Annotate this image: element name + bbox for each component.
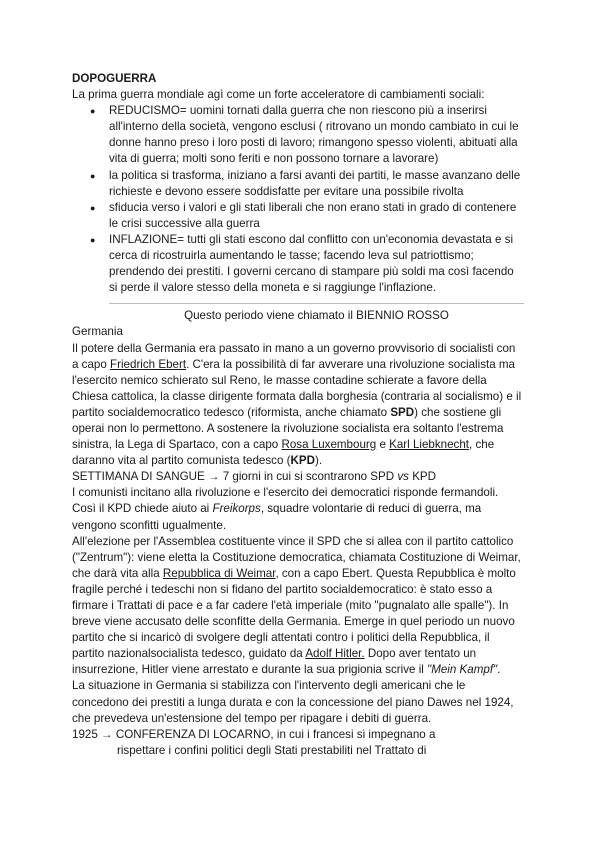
horizontal-divider xyxy=(109,303,524,304)
link-rosa-luxembourg[interactable]: Rosa Luxembourg xyxy=(281,438,377,452)
link-friedrich-ebert[interactable]: Friedrich Ebert xyxy=(110,357,187,371)
paragraph-locarno-continued: rispettare i confini politici degli Stati prestabiliti nel Trattato di xyxy=(117,743,427,757)
biennio-rosso-line: Questo periodo viene chiamato il BIENNIO ROSSO xyxy=(184,309,449,323)
bullet-item-reducismo: ● REDUCISMO= uomini tornati dalla guerra che non riescono più a inserirsi all'interno della società, vengono esclusi ( ritrovano un mondo cambiato in cui le donne hanno preso i loro posti di lavoro; rimangono spesso violenti, abituati alla vita di guerra; molti sono feriti e non possono tornare a lavorare) xyxy=(109,103,524,167)
bullet-item-inflazione: ● INFLAZIONE= tutti gli stati escono dal conflitto con un'economia devastata e si cerca di ricostruirla aumentando le tasse; facendo leva sul patriottismo; prendendo dei prestiti. I governi cercano di stampare più soldi ma così facendo si perde il valore stesso della moneta e si raggiunge l'inflazione. xyxy=(109,232,524,296)
document-body xyxy=(72,71,524,759)
paragraph-freikorps: Così il KPD chiede aiuto ai Freikorps, squadre volontarie di reduci di guerra, ma vengono sconfitti ugualmente. xyxy=(72,502,482,532)
paragraph-dawes: La situazione in Germania si stabilizza con l'intervento degli americani che le concedono dei prestiti a lunga durata e con la concessione del piano Dawes nel 1924, che prevedeva un'estensione del tempo per ripagare i debiti di guerra. xyxy=(72,679,514,725)
germania-heading: Germania xyxy=(72,325,123,339)
link-repubblica-di-weimar[interactable]: Repubblica di Weimar xyxy=(162,566,276,580)
paragraph-locarno: 1925 → CONFERENZA DI LOCARNO, in cui i francesi si impegnano a xyxy=(72,727,436,741)
section-heading: DOPOGUERRA xyxy=(72,72,157,85)
paragraph-comunisti: I comunisti incitano alla rivoluzione e l'esercito dei democratici risponde fermandoli. xyxy=(72,486,499,500)
link-adolf-hitler[interactable]: Adolf Hitler. xyxy=(305,647,365,661)
paragraph-weimar: All'elezione per l'Assemblea costituente vince il SPD che si allea con il partito cattolico ("Zentrum"): viene eletta la Costituzione democratica, chiamata Costituzione di Weimar, che darà vita alla Repubblica di Weimar, con a capo Ebert. Questa Repubblica è molto fragile perché i tedeschi non si fidano del partito socialdemocratico: è stato esso a firmare i Trattati di pace e a far cadere l'età imperiale (mito "pugnalato alle spalle"). In breve viene accusato delle sconfitte della Germania. Emerge in quel periodo un nuovo partito che si incaricò di svolgere degli attentati contro i politici della Repubblica, il partito nazionalsocialista tedesco, guidato da Adolf Hitler. Dopo aver tentato un insurrezione, Hitler viene arrestato e durante la sua prigionia scrive il "Mein Kampf". xyxy=(72,534,521,677)
paragraph-germania-potere: Il potere della Germania era passato in mano a un governo provvisorio di socialisti con a capo Friedrich Ebert. C'era la possibilità di far avverare una rivoluzione socialista ma l'esercito nemico schierato sul Reno, le masse contadine schierate a favore della Chiesa cattolica, la classe dirigente formata dalla borghesia (contraria al socialismo) e il partito socialdemocratico tedesco (riformista, anche chiamato SPD) che sostiene gli operai non lo permettono. A sostenere la rivoluzione socialista era soltanto l'estrema sinistra, la Lega di Spartaco, con a capo Rosa Luxembourg e Karl Liebknecht, che daranno vita al partito comunista tedesco (KPD). xyxy=(72,341,522,468)
intro-paragraph: La prima guerra mondiale agì come un forte acceleratore di cambiamenti sociali: xyxy=(72,88,485,102)
link-karl-liebknecht[interactable]: Karl Liebknecht xyxy=(389,438,470,452)
bullet-item-politica: ● la politica si trasforma, iniziano a farsi avanti dei partiti, le masse avanzano delle richieste e devono essere soddisfatte per evitare una possibile rivolta xyxy=(109,168,524,200)
settimana-di-sangue-line: SETTIMANA DI SANGUE → 7 giorni in cui si scontrarono SPD vs KPD xyxy=(72,470,437,484)
bullet-list xyxy=(72,103,524,296)
bullet-item-sfiducia: ● sfiducia verso i valori e gli stati liberali che non erano stati in grado di contenere le crisi successive alla guerra xyxy=(109,200,524,232)
